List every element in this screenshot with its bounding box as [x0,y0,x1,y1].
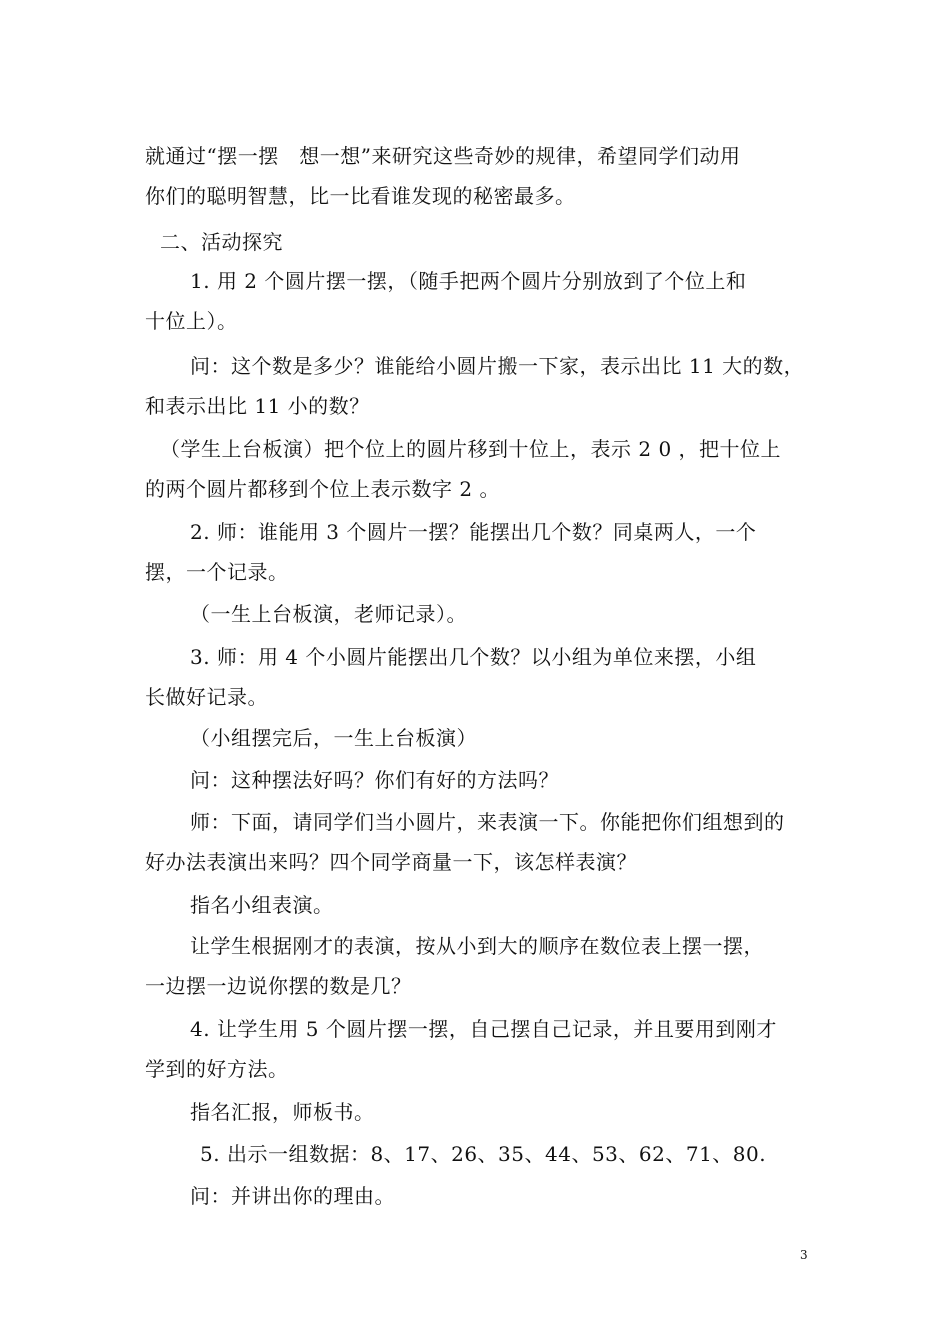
paragraph-line: 十位上）。 [145,309,238,333]
page-number: 3 [800,1248,808,1262]
paragraph-line: 1. 用 2 个圆片摆一摆，（随手把两个圆片分别放到了个位上和 [190,269,747,293]
paragraph-line: （一生上台板演，老师记录）。 [190,602,467,626]
paragraph-line: 让学生根据刚才的表演，按从小到大的顺序在数位表上摆一摆， [190,934,764,958]
paragraph-line: 你们的聪明智慧，比一比看谁发现的秘密最多。 [145,184,576,208]
paragraph-line: 问：并讲出你的理由。 [190,1184,395,1208]
paragraph-line: 问：这种摆法好吗？你们有好的方法吗？ [190,768,559,792]
paragraph-line: 师：下面，请同学们当小圆片，来表演一下。你能把你们组想到的 [190,810,785,834]
paragraph-line: 就通过“摆一摆 想一想”来研究这些奇妙的规律，希望同学们动用 [145,144,741,168]
section-heading: 二、活动探究 [160,230,283,254]
paragraph-line: 指名小组表演。 [190,893,334,917]
paragraph-line: 4. 让学生用 5 个圆片摆一摆，自己摆自己记录，并且要用到刚才 [190,1017,777,1041]
paragraph-line: 长做好记录。 [145,685,268,709]
paragraph-line: 摆，一个记录。 [145,560,289,584]
paragraph-line: 问：这个数是多少？谁能给小圆片搬一下家，表示出比 11 大的数， [190,354,805,378]
paragraph-line: 的两个圆片都移到个位上表示数字 2 。 [145,477,500,501]
paragraph-line: （学生上台板演）把个位上的圆片移到十位上，表示 2 0 ，把十位上 [160,437,782,461]
paragraph-line: （小组摆完后，一生上台板演） [190,726,477,750]
paragraph-line: 3. 师：用 4 个小圆片能摆出几个数？以小组为单位来摆，小组 [190,645,757,669]
paragraph-line: 5. 出示一组数据：8、17、26、35、44、53、62、71、80. [200,1142,767,1166]
paragraph-line: 学到的好方法。 [145,1057,289,1081]
paragraph-line: 一边摆一边说你摆的数是几？ [145,974,412,998]
paragraph-line: 指名汇报，师板书。 [190,1100,375,1124]
paragraph-line: 和表示出比 11 小的数？ [145,394,370,418]
paragraph-line: 2. 师：谁能用 3 个圆片一摆？能摆出几个数？同桌两人，一个 [190,520,757,544]
paragraph-line: 好办法表演出来吗？四个同学商量一下，该怎样表演？ [145,850,637,874]
